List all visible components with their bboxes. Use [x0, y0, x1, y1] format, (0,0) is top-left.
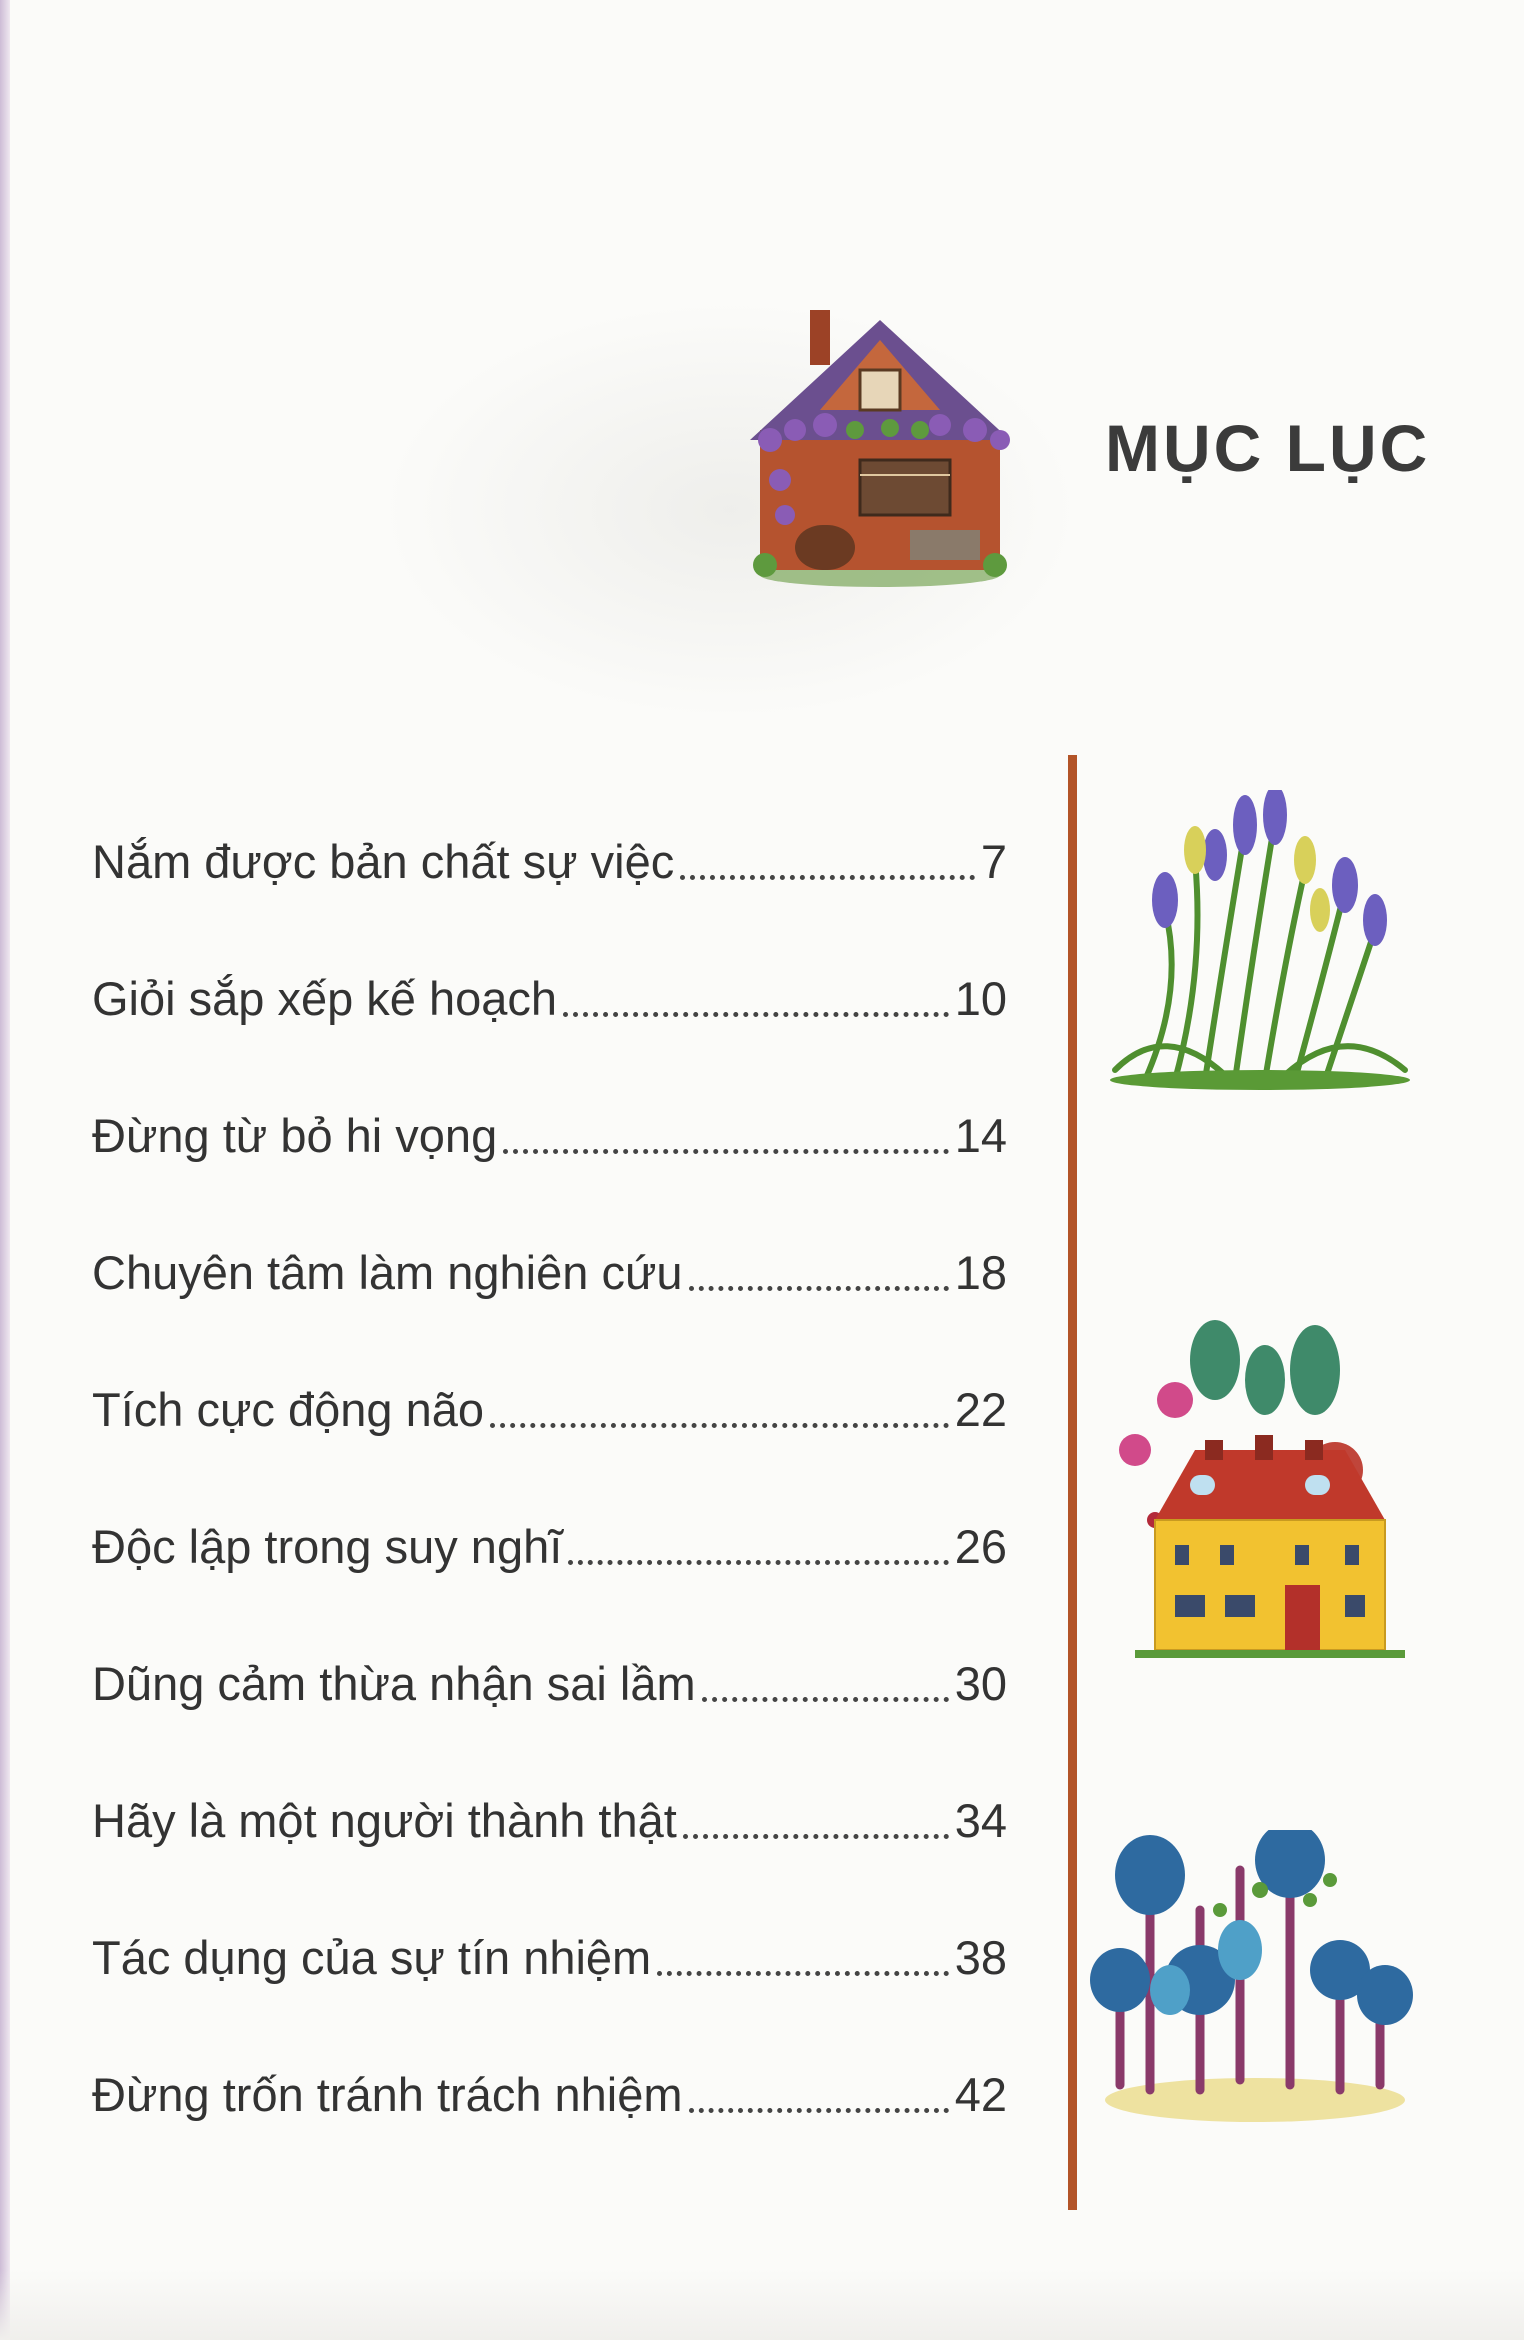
page-left-edge — [0, 0, 10, 2340]
blue-trees-illustration — [1090, 1830, 1420, 2130]
toc-entry[interactable] — [92, 2065, 1007, 2125]
toc-entry[interactable] — [92, 1517, 1007, 1577]
dot-leader — [689, 2108, 949, 2113]
toc-entry-title: Tích cực động não — [92, 1383, 485, 1436]
toc-entry-title: Đừng từ bỏ hi vọng — [92, 1109, 498, 1162]
toc-entry-page: 22 — [954, 1383, 1007, 1436]
vertical-divider — [1068, 755, 1077, 2210]
page-bottom-shade — [0, 2270, 1524, 2340]
toc-entry[interactable] — [92, 1106, 1007, 1166]
toc-entry-title: Tác dụng của sự tín nhiệm — [92, 1931, 652, 1984]
brick-house-illustration — [740, 290, 1020, 590]
toc-entry-title: Độc lập trong suy nghĩ — [92, 1520, 563, 1573]
toc-entry-title: Chuyên tâm làm nghiên cứu — [92, 1246, 683, 1299]
dot-leader — [503, 1149, 949, 1154]
dot-leader — [490, 1423, 949, 1428]
toc-entry[interactable] — [92, 1791, 1007, 1851]
dot-leader — [563, 1012, 949, 1017]
toc-entry-page: 7 — [980, 835, 1007, 888]
dot-leader — [702, 1697, 949, 1702]
lavender-flowers-illustration — [1105, 790, 1415, 1090]
yellow-house-illustration — [1095, 1320, 1425, 1670]
toc-entry-page: 14 — [954, 1109, 1007, 1162]
toc-entry-page: 18 — [954, 1246, 1007, 1299]
toc-entry-title: Hãy là một người thành thật — [92, 1794, 677, 1847]
dot-leader — [657, 1971, 949, 1976]
toc-entry[interactable] — [92, 832, 1007, 892]
toc-entry-page: 34 — [954, 1794, 1007, 1847]
toc-entry-page: 42 — [954, 2068, 1007, 2121]
dot-leader — [683, 1834, 949, 1839]
toc-entry-page: 38 — [954, 1931, 1007, 1984]
toc-entry[interactable] — [92, 969, 1007, 1029]
toc-entry[interactable] — [92, 1380, 1007, 1440]
dot-leader — [568, 1560, 948, 1565]
page-title: MỤC LỤC — [1105, 411, 1431, 485]
toc-entry-title: Giỏi sắp xếp kế hoạch — [92, 972, 558, 1025]
dot-leader — [680, 875, 975, 880]
toc-entry-title: Nắm được bản chất sự việc — [92, 835, 675, 888]
toc-entry-page: 10 — [954, 972, 1007, 1025]
toc-entry-title: Dũng cảm thừa nhận sai lầm — [92, 1657, 696, 1710]
toc-entry-page: 30 — [954, 1657, 1007, 1710]
toc-entry-page: 26 — [954, 1520, 1007, 1573]
toc-entry[interactable] — [92, 1928, 1007, 1988]
toc-entry-title: Đừng trốn tránh trách nhiệm — [92, 2068, 683, 2121]
toc-entry[interactable] — [92, 1243, 1007, 1303]
toc-entry[interactable] — [92, 1654, 1007, 1714]
dot-leader — [689, 1286, 949, 1291]
